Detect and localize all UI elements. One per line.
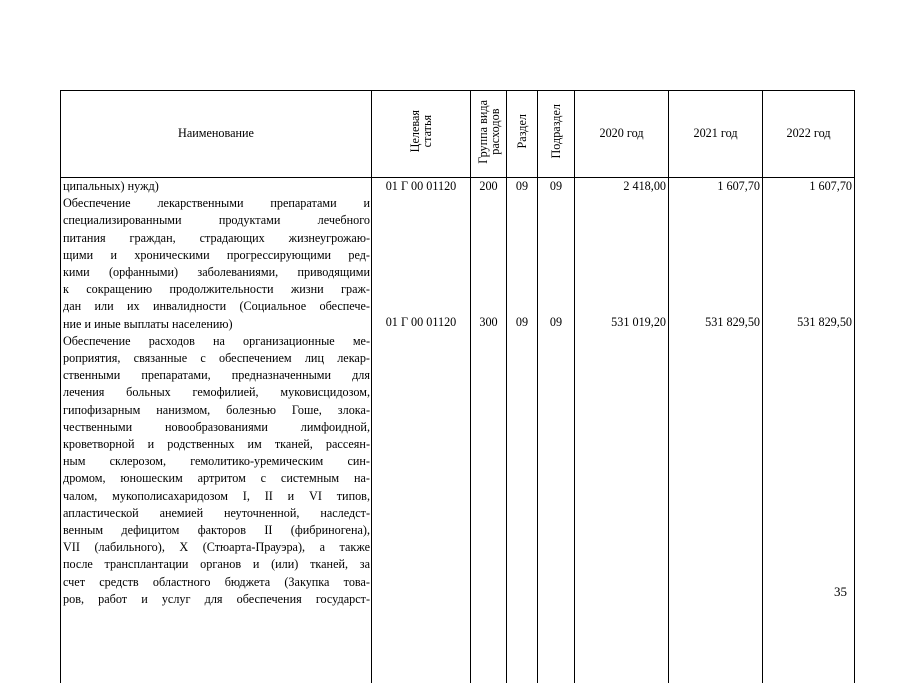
name-line: щими и хроническими прогрессирующими ред-	[63, 247, 370, 264]
section-cell: 09	[507, 195, 538, 683]
expense-name-cell	[61, 178, 372, 683]
section-cell: 09	[507, 178, 538, 196]
amount-2022-cell: 531 829,50	[763, 195, 855, 683]
name-line: кими (орфанными) заболеваниями, приводящими	[63, 264, 370, 281]
name-line: Обеспечение расходов на организационные ме-	[63, 333, 370, 350]
expense-group-cell: 200	[471, 178, 507, 196]
name-line: ров, работ и услуг для обеспечения государст-	[63, 591, 370, 608]
name-line: роприятия, связанные с обеспечением лиц лекар-	[63, 350, 370, 367]
name-line: чественными новообразованиями лимфоидной,	[63, 419, 370, 436]
header-name: Наименование	[61, 91, 372, 178]
target-article-cell: 01 Г 00 01120	[372, 195, 471, 683]
expense-group-cell: 300	[471, 195, 507, 683]
name-line: ние и иные выплаты населению)	[63, 316, 370, 333]
name-line: гипофизарным нанизмом, болезнью Гоше, злока-	[63, 402, 370, 419]
name-line: специализированными продуктами лечебного	[63, 212, 370, 229]
table-row	[61, 178, 855, 196]
header-section: Раздел	[507, 91, 538, 178]
header-2022: 2022 год	[763, 91, 855, 178]
name-line: VII (лабильного), X (Стюарта-Прауэра), а также	[63, 539, 370, 556]
name-line: чалом, мукополисахаридозом I, II и VI типов,	[63, 488, 370, 505]
subsection-cell: 09	[538, 178, 575, 196]
page-number: 35	[834, 584, 847, 600]
header-2020: 2020 год	[575, 91, 669, 178]
name-line: счет средств областного бюджета (Закупка това-	[63, 574, 370, 591]
name-line: ципальных) нужд)	[63, 178, 370, 195]
header-2021: 2021 год	[669, 91, 763, 178]
name-line: ным склерозом, гемолитико-уремическим син-	[63, 453, 370, 470]
name-line: Обеспечение лекарственными препаратами и	[63, 195, 370, 212]
name-line: кроветворной и родственных им тканей, рассеян-	[63, 436, 370, 453]
header-target-article: Целевая статья	[372, 91, 471, 178]
table-header-row	[61, 91, 855, 178]
header-expense-group: Группа вида расходов	[471, 91, 507, 178]
name-line: после трансплантации органов и (или) тканей, за	[63, 556, 370, 573]
name-line: к сокращению продолжительности жизни граж-	[63, 281, 370, 298]
name-line: апластической анемией неуточненной, наследст-	[63, 505, 370, 522]
name-line: ственными препаратами, предназначенными для	[63, 367, 370, 384]
amount-2020-cell: 2 418,00	[575, 178, 669, 196]
amount-2020-cell: 531 019,20	[575, 195, 669, 683]
amount-2022-cell: 1 607,70	[763, 178, 855, 196]
target-article-cell: 01 Г 00 01120	[372, 178, 471, 196]
subsection-cell: 09	[538, 195, 575, 683]
name-line: питания граждан, страдающих жизнеугрожаю-	[63, 230, 370, 247]
amount-2021-cell: 531 829,50	[669, 195, 763, 683]
name-line: дромом, юношеским артритом с системным на-	[63, 470, 370, 487]
name-line: лечения больных гемофилией, муковисцидозом,	[63, 384, 370, 401]
budget-table	[60, 90, 855, 683]
name-line: венным дефицитом факторов II (фибриногена),	[63, 522, 370, 539]
name-line: дан или их инвалидности (Социальное обеспече-	[63, 298, 370, 315]
header-subsection: Подраздел	[538, 91, 575, 178]
amount-2021-cell: 1 607,70	[669, 178, 763, 196]
